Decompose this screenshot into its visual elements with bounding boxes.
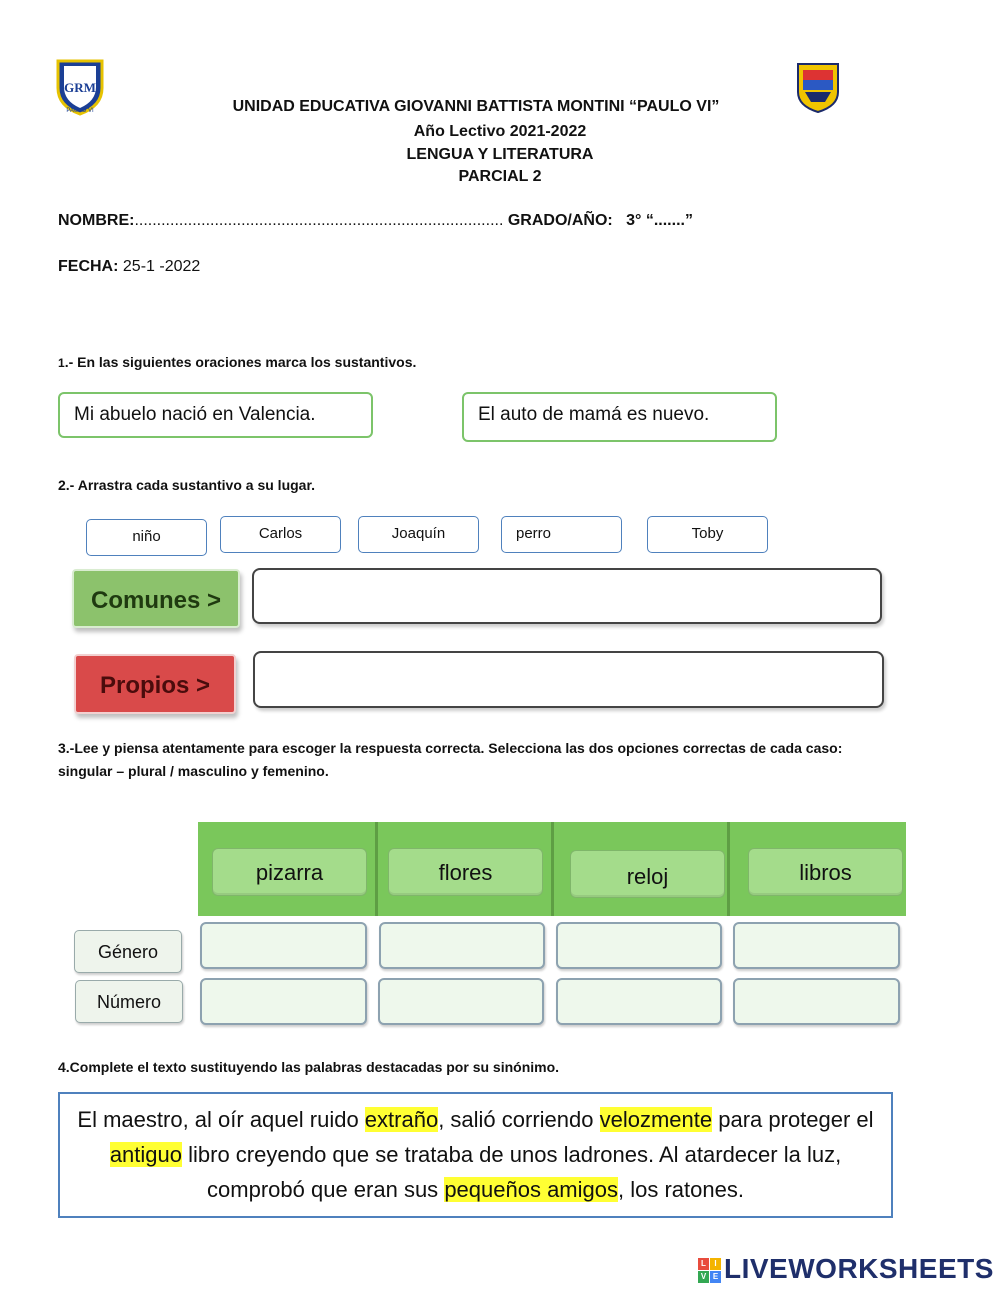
- student-name-line: [58, 212, 693, 230]
- q1-sentence-1[interactable]: Mi abuelo nació en Valencia.: [58, 392, 373, 438]
- comunes-drop-zone[interactable]: [252, 568, 882, 624]
- select-genero-pizarra[interactable]: [200, 922, 367, 969]
- select-genero-libros[interactable]: [733, 922, 900, 969]
- q1-prompt: [58, 354, 416, 370]
- select-genero-reloj[interactable]: [556, 922, 722, 969]
- date-label: FECHA:: [58, 258, 119, 275]
- word-chip-toby[interactable]: Toby: [647, 516, 768, 553]
- propios-drop-zone[interactable]: [253, 651, 884, 708]
- q4-line-3: [60, 1172, 891, 1207]
- term-title: PARCIAL 2: [458, 168, 542, 185]
- row-label-numero: Número: [75, 980, 183, 1023]
- badge-letter: L: [698, 1258, 709, 1270]
- comunes-label: Comunes >: [72, 569, 240, 628]
- highlight-velozmente[interactable]: velozmente: [599, 1107, 713, 1132]
- q4-text-box: [58, 1092, 893, 1218]
- q1-sentence-2[interactable]: El auto de mamá es nuevo.: [462, 392, 777, 442]
- row-label-genero: Género: [74, 930, 182, 973]
- column-reloj: reloj: [570, 850, 725, 898]
- select-numero-reloj[interactable]: [556, 978, 722, 1025]
- name-label: NOMBRE:: [58, 212, 135, 229]
- select-numero-pizarra[interactable]: [200, 978, 367, 1025]
- badge-letter: V: [698, 1271, 709, 1283]
- q4-text: comprobó que eran sus: [207, 1177, 445, 1202]
- highlight-pequenos-amigos[interactable]: pequeños amigos: [444, 1177, 618, 1202]
- q4-text: libro creyendo que se trataba de unos ladrones. Al atardecer la luz,: [182, 1142, 842, 1167]
- word-chip-perro[interactable]: perro: [501, 516, 622, 553]
- grade-label: GRADO/AÑO:: [507, 212, 613, 229]
- badge-letter: E: [710, 1271, 721, 1283]
- propios-label: Propios >: [74, 654, 236, 714]
- school-name: UNIDAD EDUCATIVA GIOVANNI BATTISTA MONTINI “PAULO VI”: [232, 98, 720, 115]
- q4-line-1: [60, 1102, 891, 1137]
- badge-letter: I: [710, 1258, 721, 1270]
- column-pizarra: pizarra: [212, 848, 367, 896]
- subject-title: LENGUA Y LITERATURA: [406, 146, 594, 163]
- q2-prompt: 2.- Arrastra cada sustantivo a su lugar.: [58, 477, 316, 493]
- word-chip-joaquin[interactable]: Joaquín: [358, 516, 479, 553]
- q4-line-2: [60, 1137, 891, 1172]
- select-numero-libros[interactable]: [733, 978, 900, 1025]
- q1-text: .- En las siguientes oraciones marca los sustantivos.: [64, 354, 417, 370]
- select-numero-flores[interactable]: [378, 978, 544, 1025]
- highlight-extrano[interactable]: extraño: [364, 1107, 439, 1132]
- logo-caption: PAULO VI: [66, 108, 94, 114]
- date-line: [58, 258, 200, 276]
- word-chip-nino[interactable]: niño: [86, 519, 207, 556]
- q4-text: , los ratones.: [618, 1177, 744, 1202]
- grade-value: 3° “.......”: [626, 212, 693, 229]
- q1-number: 1: [58, 356, 65, 370]
- q4-text: para proteger el: [712, 1107, 874, 1132]
- column-libros: libros: [748, 848, 903, 896]
- name-dots: ...................................................................................: [134, 212, 504, 229]
- q3-prompt-line-2: singular – plural / masculino y femenino.: [58, 763, 329, 779]
- logo-monogram: GRM: [64, 80, 96, 95]
- date-value: 25-1 -2022: [122, 258, 201, 275]
- highlight-antiguo[interactable]: antiguo: [109, 1142, 182, 1167]
- q3-prompt-line-1: 3.-Lee y piensa atentamente para escoger la respuesta correcta. Selecciona las dos opciones correctas de cada caso:: [58, 740, 843, 756]
- column-flores: flores: [388, 848, 543, 896]
- q4-prompt: 4.Complete el texto sustituyendo las palabras destacadas por su sinónimo.: [58, 1059, 560, 1075]
- word-chip-carlos[interactable]: Carlos: [220, 516, 341, 553]
- liveworksheets-badge-icon: [698, 1258, 722, 1284]
- liveworksheets-brand: LIVEWORKSHEETS: [724, 1253, 994, 1284]
- select-genero-flores[interactable]: [379, 922, 545, 969]
- q4-text: , salió corriendo: [438, 1107, 600, 1132]
- school-year: Año Lectivo 2021-2022: [413, 123, 587, 140]
- q4-text: El maestro, al oír aquel ruido: [77, 1107, 365, 1132]
